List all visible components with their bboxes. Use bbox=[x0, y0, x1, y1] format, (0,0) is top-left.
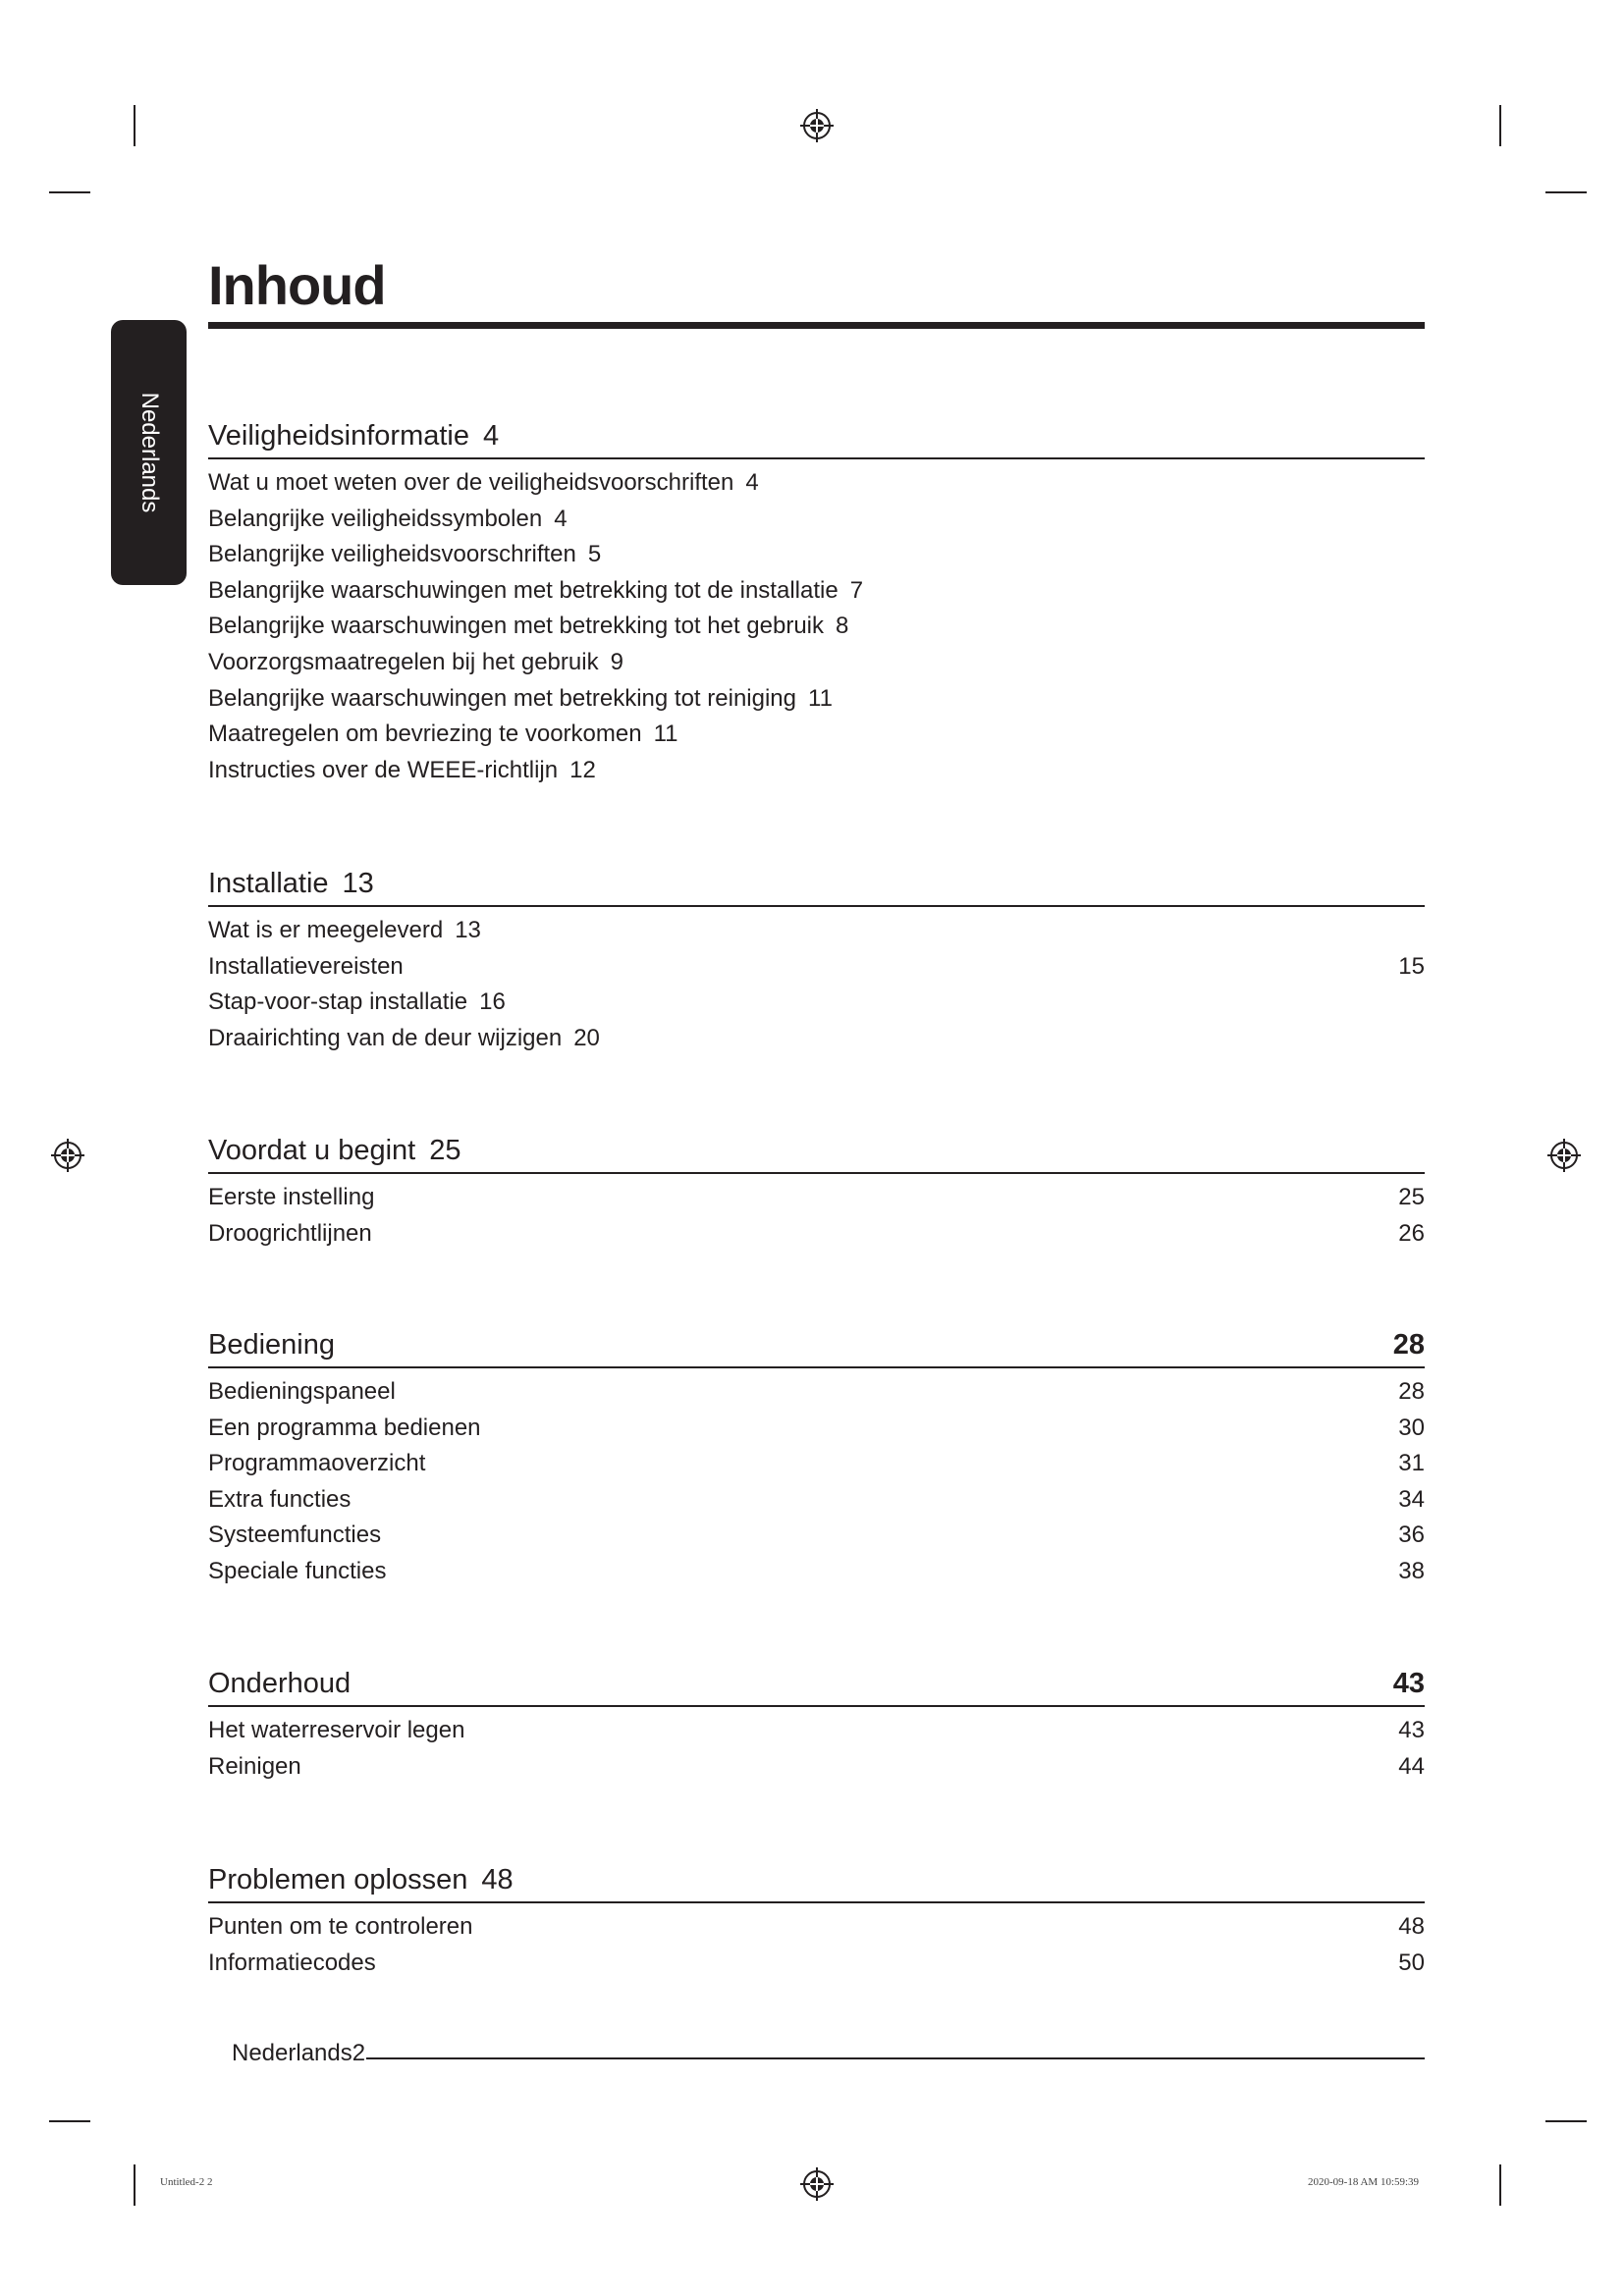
toc-entry-label: Wat u moet weten over de veiligheidsvoorschriften bbox=[208, 469, 734, 496]
toc-entry-label: Maatregelen om bevriezing te voorkomen bbox=[208, 721, 642, 748]
toc-entry-label: Extra functies bbox=[208, 1485, 352, 1513]
print-slug-left: Untitled-2 2 bbox=[160, 2176, 213, 2188]
toc-entry-label: Belangrijke waarschuwingen met betrekking tot reiniging bbox=[208, 684, 796, 712]
footer-rule bbox=[366, 2057, 1425, 2059]
toc-entry-list bbox=[208, 465, 1425, 788]
page-footer: Nederlands2 bbox=[232, 2040, 366, 2066]
toc-entry[interactable] bbox=[208, 1374, 1425, 1411]
toc-entry-page: 11 bbox=[808, 684, 833, 712]
toc-entry-page: 5 bbox=[587, 541, 602, 568]
toc-entry-label: Programmaoverzicht bbox=[208, 1450, 426, 1477]
toc-entry-page: 43 bbox=[1398, 1717, 1425, 1743]
toc-entry-page: 12 bbox=[569, 756, 596, 783]
toc-entry[interactable] bbox=[208, 1021, 1425, 1057]
toc-entry-label: Reinigen bbox=[208, 1752, 301, 1780]
toc-entry-page: 38 bbox=[1398, 1557, 1425, 1584]
toc-entry-page: 26 bbox=[1398, 1219, 1425, 1247]
toc-entry-label: Punten om te controleren bbox=[208, 1913, 473, 1940]
section-heading[interactable] bbox=[208, 416, 1425, 459]
toc-entry-label: Informatiecodes bbox=[208, 1949, 376, 1976]
toc-entry-page: 28 bbox=[1398, 1378, 1425, 1405]
toc-entry-label: Systeemfuncties bbox=[208, 1522, 382, 1549]
toc-entry[interactable] bbox=[208, 1518, 1425, 1554]
toc-entry-page: 31 bbox=[1398, 1450, 1425, 1477]
toc-entry[interactable] bbox=[208, 681, 1425, 718]
toc-entry[interactable] bbox=[208, 645, 1425, 681]
toc-entry-page: 25 bbox=[1398, 1184, 1425, 1210]
toc-entry[interactable] bbox=[208, 537, 1425, 573]
section-heading[interactable] bbox=[208, 864, 1425, 907]
toc-entry[interactable] bbox=[208, 949, 1425, 986]
section-page-number: 28 bbox=[1392, 1329, 1425, 1361]
registration-mark-icon bbox=[800, 109, 834, 142]
toc-entry-page: 44 bbox=[1398, 1752, 1425, 1780]
section-page-number: 4 bbox=[482, 420, 500, 452]
toc-entry-page: 30 bbox=[1398, 1414, 1425, 1441]
section-title: Voordat u begint bbox=[208, 1135, 416, 1166]
toc-entry[interactable] bbox=[208, 1713, 1425, 1749]
toc-entry[interactable] bbox=[208, 1909, 1425, 1946]
toc-entry-list bbox=[208, 1713, 1425, 1785]
toc-section-maintenance bbox=[208, 1664, 1425, 1785]
toc-entry-page: 20 bbox=[573, 1024, 600, 1051]
section-title: Onderhoud bbox=[208, 1668, 352, 1699]
toc-entry[interactable] bbox=[208, 1749, 1425, 1786]
toc-entry-label: Voorzorgsmaatregelen bij het gebruik bbox=[208, 648, 599, 675]
toc-entry-list bbox=[208, 1374, 1425, 1590]
section-heading-text bbox=[208, 864, 374, 903]
toc-entry-label: Het waterreservoir legen bbox=[208, 1717, 465, 1743]
toc-entry-page: 48 bbox=[1398, 1913, 1425, 1940]
toc-entry[interactable] bbox=[208, 1411, 1425, 1447]
toc-entry[interactable] bbox=[208, 573, 1425, 610]
toc-entry-page: 8 bbox=[836, 613, 849, 640]
toc-entry[interactable] bbox=[208, 1446, 1425, 1482]
toc-entry[interactable] bbox=[208, 1946, 1425, 1982]
toc-entry-page: 4 bbox=[554, 505, 568, 532]
section-page-number: 13 bbox=[342, 868, 374, 899]
toc-entry-page: 4 bbox=[745, 469, 759, 496]
section-heading[interactable] bbox=[208, 1860, 1425, 1903]
toc-entry[interactable] bbox=[208, 985, 1425, 1021]
toc-entry-label: Belangrijke veiligheidsvoorschriften bbox=[208, 541, 576, 568]
toc-entry[interactable] bbox=[208, 1482, 1425, 1519]
toc-entry[interactable] bbox=[208, 502, 1425, 538]
section-heading-text bbox=[208, 416, 499, 455]
print-slug-right: 2020-09-18 AM 10:59:39 bbox=[1308, 2176, 1420, 2188]
toc-entry-page: 15 bbox=[1398, 952, 1425, 980]
section-heading[interactable] bbox=[208, 1664, 1425, 1707]
toc-section-troubleshooting bbox=[208, 1860, 1425, 1981]
section-page-number: 48 bbox=[481, 1864, 514, 1896]
section-heading-text bbox=[208, 1860, 514, 1899]
toc-entry-page: 34 bbox=[1398, 1485, 1425, 1513]
section-title: Veiligheidsinformatie bbox=[208, 420, 469, 452]
crop-mark bbox=[49, 191, 90, 193]
toc-entry-list bbox=[208, 1180, 1425, 1252]
toc-entry[interactable] bbox=[208, 717, 1425, 753]
section-title: Installatie bbox=[208, 868, 329, 899]
toc-entry-label: Installatievereisten bbox=[208, 952, 404, 980]
registration-mark-icon bbox=[800, 2167, 834, 2201]
page-title: Inhoud bbox=[208, 254, 386, 316]
toc-entry-page: 13 bbox=[455, 917, 481, 943]
toc-section-operation bbox=[208, 1325, 1425, 1590]
crop-mark bbox=[1545, 2120, 1587, 2122]
section-title: Problemen oplossen bbox=[208, 1864, 468, 1896]
toc-entry-label: Belangrijke waarschuwingen met betrekking tot het gebruik bbox=[208, 613, 825, 640]
toc-section-before-start bbox=[208, 1131, 1425, 1252]
toc-entry-page: 50 bbox=[1398, 1949, 1425, 1976]
toc-entry-label: Bedieningspaneel bbox=[208, 1378, 396, 1405]
toc-entry-label: Eerste instelling bbox=[208, 1184, 375, 1210]
language-tab bbox=[111, 320, 187, 585]
toc-entry-label: Stap-voor-stap installatie bbox=[208, 988, 468, 1016]
section-heading-text bbox=[208, 1131, 461, 1170]
toc-entry-label: Belangrijke veiligheidssymbolen bbox=[208, 505, 543, 532]
toc-entry[interactable] bbox=[208, 465, 1425, 502]
toc-entry-label: Instructies over de WEEE-richtlijn bbox=[208, 756, 559, 783]
toc-entry-label: Draairichting van de deur wijzigen bbox=[208, 1024, 563, 1051]
crop-mark bbox=[1499, 105, 1501, 146]
section-title: Bediening bbox=[208, 1329, 335, 1361]
toc-entry[interactable] bbox=[208, 609, 1425, 645]
toc-entry-page: 11 bbox=[653, 721, 678, 748]
registration-mark-icon bbox=[51, 1139, 84, 1172]
toc-entry-page: 36 bbox=[1398, 1522, 1425, 1549]
language-tab-label: Nederlands bbox=[135, 392, 163, 513]
toc-entry-page: 9 bbox=[610, 648, 623, 675]
crop-mark bbox=[1499, 2164, 1501, 2206]
crop-mark bbox=[134, 2164, 135, 2206]
section-page-number: 43 bbox=[1392, 1668, 1425, 1699]
crop-mark bbox=[1545, 191, 1587, 193]
toc-entry-label: Een programma bedienen bbox=[208, 1414, 481, 1441]
toc-entry[interactable] bbox=[208, 1216, 1425, 1253]
toc-entry-label: Droogrichtlijnen bbox=[208, 1219, 372, 1247]
title-rule bbox=[208, 322, 1425, 329]
toc-entry-label: Speciale functies bbox=[208, 1557, 387, 1584]
toc-entry[interactable] bbox=[208, 753, 1425, 789]
toc-entry-label: Belangrijke waarschuwingen met betrekking tot de installatie bbox=[208, 576, 839, 604]
section-page-number: 25 bbox=[429, 1135, 461, 1166]
toc-entry[interactable] bbox=[208, 1554, 1425, 1590]
toc-section-installation bbox=[208, 864, 1425, 1056]
toc-entry-label: Wat is er meegeleverd bbox=[208, 917, 444, 943]
toc-entry-list bbox=[208, 913, 1425, 1056]
crop-mark bbox=[134, 105, 135, 146]
toc-entry[interactable] bbox=[208, 913, 1425, 949]
toc-entry-list bbox=[208, 1909, 1425, 1981]
section-heading[interactable] bbox=[208, 1131, 1425, 1174]
toc-entry[interactable] bbox=[208, 1180, 1425, 1216]
section-heading[interactable] bbox=[208, 1325, 1425, 1368]
toc-entry-page: 7 bbox=[849, 576, 864, 604]
toc-entry-page: 16 bbox=[479, 988, 506, 1016]
crop-mark bbox=[49, 2120, 90, 2122]
toc-section-safety bbox=[208, 416, 1425, 788]
registration-mark-icon bbox=[1547, 1139, 1581, 1172]
